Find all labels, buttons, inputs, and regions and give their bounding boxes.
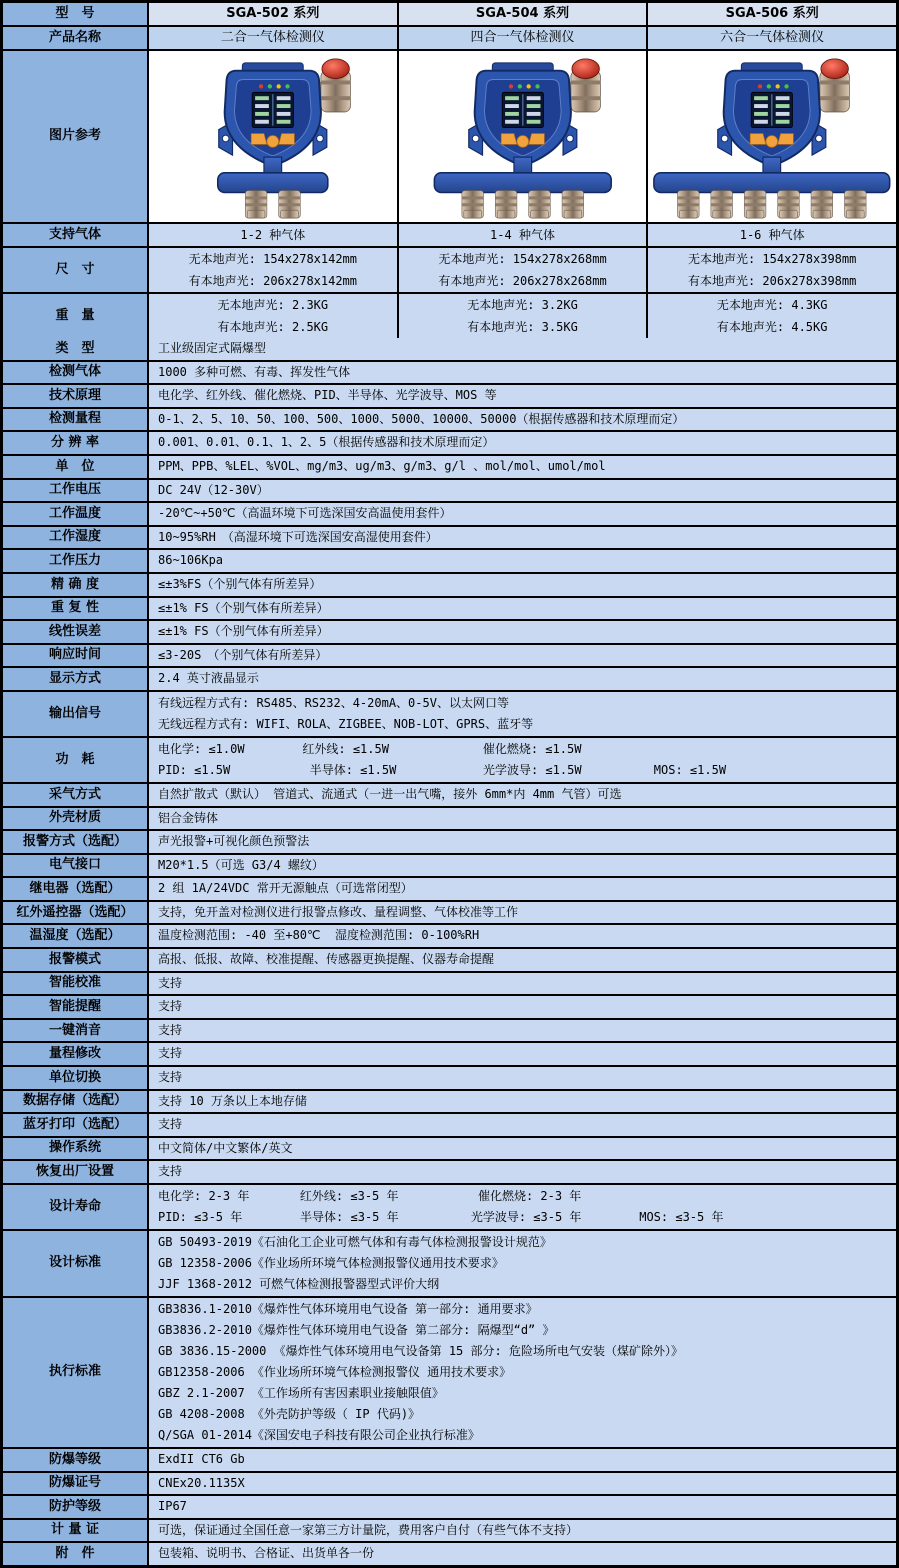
spec-value-line: 86~106Kpa [158, 553, 224, 568]
size-cell [646, 248, 896, 292]
size-cell [397, 248, 647, 292]
spec-row-label: 功 耗 [3, 738, 149, 782]
spec-row-value [149, 973, 896, 995]
spec-value-line: PID: ≤1.5W 半导体: ≤1.5W 光学波导: ≤1.5W MOS: ≤1.5W [158, 762, 727, 777]
size-line: 无本地声光: 154x278x142mm [188, 252, 358, 266]
spec-row-value [149, 1185, 896, 1229]
spec-row [3, 1112, 896, 1136]
spec-row [3, 1296, 896, 1447]
spec-value-line: 电化学: ≤1.0W 红外线: ≤1.5W 催化燃烧: ≤1.5W [158, 741, 582, 756]
spec-row-label: 红外遥控器（选配） [3, 902, 149, 924]
spec-value-line: JJF 1368-2012 可燃气体检测报警器型式评价大纲 [158, 1277, 440, 1291]
spec-row [3, 1518, 896, 1542]
spec-value-line: 支持 [158, 1022, 183, 1037]
spec-row [3, 947, 896, 971]
spec-row [3, 501, 896, 525]
gas-detector-image [149, 53, 397, 220]
weight-row [3, 292, 896, 338]
spec-row-label: 采气方式 [3, 784, 149, 806]
spec-row [3, 829, 896, 853]
gases-value: 1-2 种气体 [240, 228, 306, 242]
spec-value-line: ≤±1% FS（个别气体有所差异） [158, 600, 329, 615]
series-name: SGA-502 系列 [226, 6, 320, 21]
spec-row [3, 1494, 896, 1518]
spec-row [3, 1041, 896, 1065]
spec-row-value [149, 1114, 896, 1136]
spec-row-label: 执行标准 [3, 1298, 149, 1447]
spec-row-label: 检测气体 [3, 362, 149, 384]
series-cell [149, 3, 397, 25]
spec-row [3, 1229, 896, 1296]
spec-value-line: DC 24V（12-30V） [158, 482, 269, 497]
weight-cell [646, 294, 896, 338]
spec-row-label: 类 型 [3, 338, 149, 360]
spec-value-line: 自然扩散式（默认） 管道式、流通式（一进一出气嘴，接外 6mm*内 4mm 气管）可选 [158, 786, 622, 801]
spec-row [3, 1159, 896, 1183]
spec-row-value [149, 996, 896, 1018]
spec-row-label: 单 位 [3, 456, 149, 478]
spec-row-label: 报警方式（选配） [3, 831, 149, 853]
spec-row-value [149, 409, 896, 431]
spec-value-line: 可选，保证通过全国任意一家第三方计量院，费用客户自付（有些气体不支持） [158, 1522, 579, 1537]
spec-row-label: 电气接口 [3, 855, 149, 877]
product-name: 六合一气体检测仪 [720, 30, 825, 45]
spec-row-label: 数据存储（选配） [3, 1091, 149, 1113]
spec-row-label: 工作压力 [3, 550, 149, 572]
spec-value-line: -20℃~+50℃（高温环境下可选深国安高温使用套件） [158, 506, 452, 521]
spec-row [3, 690, 896, 736]
spec-row-value [149, 1091, 896, 1113]
spec-row-value [149, 1543, 896, 1565]
spec-row-value [149, 432, 896, 454]
spec-row [3, 430, 896, 454]
gases-row [3, 222, 896, 246]
spec-row-label: 智能提醒 [3, 996, 149, 1018]
spec-row-label: 工作湿度 [3, 527, 149, 549]
gases-cell [646, 224, 896, 246]
spec-value-line: 高报、低报、故障、校准提醒、传感器更换提醒、仪器寿命提醒 [158, 952, 495, 967]
spec-row [3, 338, 896, 360]
spec-row [3, 782, 896, 806]
spec-value-line: 温度检测范围: -40 至+80℃ 湿度检测范围: 0-100%RH [158, 928, 480, 943]
spec-value-line: IP67 [158, 1499, 187, 1514]
series-name: SGA-506 系列 [725, 6, 819, 21]
series-name: SGA-504 系列 [475, 6, 570, 21]
weight-line: 无本地声光: 4.3KG [716, 298, 828, 312]
spec-value-line: Q/SGA 01-2014《深国安电子科技有限公司企业执行标准》 [158, 1428, 480, 1442]
spec-value-line: GB 4208-2008 《外壳防护等级（ IP 代码)》 [158, 1407, 421, 1421]
spec-value-line: ≤3-20S （个别气体有所差异） [158, 647, 328, 662]
spec-value-line: 工业级固定式隔爆型 [158, 341, 267, 355]
spec-row-value [149, 738, 896, 782]
spec-row-value [149, 925, 896, 947]
spec-row-label: 重 复 性 [3, 598, 149, 620]
weight-line: 有本地声光: 3.5KG [467, 320, 578, 334]
spec-row [3, 383, 896, 407]
image-row-label: 图片参考 [3, 51, 149, 222]
spec-row-label: 工作温度 [3, 503, 149, 525]
spec-value-line: PID: ≤3-5 年 半导体: ≤3-5 年 光学波导: ≤3-5 年 MOS: ≤3-5 年 [158, 1210, 724, 1224]
spec-value-line: GB 12358-2006《作业场所环境气体检测报警仪通用技术要求》 [158, 1256, 504, 1270]
spec-row-label: 设计寿命 [3, 1185, 149, 1229]
spec-row-label: 附 件 [3, 1543, 149, 1565]
spec-row-value [149, 1449, 896, 1471]
size-cell [149, 248, 397, 292]
size-line: 无本地声光: 154x278x268mm [438, 252, 607, 266]
spec-row-value [149, 668, 896, 690]
product-name-cell [149, 27, 397, 49]
spec-row-label: 检测量程 [3, 409, 149, 431]
spec-value-line: 电化学、红外线、催化燃烧、PID、半导体、光学波导、MOS 等 [158, 388, 497, 403]
spec-row-value [149, 1496, 896, 1518]
spec-row-value [149, 1138, 896, 1160]
spec-row [3, 1136, 896, 1160]
size-line: 有本地声光: 206x278x398mm [687, 274, 857, 288]
spec-row-value [149, 598, 896, 620]
spec-value-line: GB 3836.15-2000 《爆炸性气体环境用电气设备第 15 部分: 危险场所电气安装（煤矿除外）》 [158, 1344, 683, 1358]
spec-row-label: 工作电压 [3, 480, 149, 502]
gases-value: 1-4 种气体 [490, 228, 555, 242]
spec-row [3, 478, 896, 502]
image-row [3, 49, 896, 222]
spec-row [3, 1447, 896, 1471]
spec-row [3, 1065, 896, 1089]
spec-row-value [149, 1298, 896, 1447]
spec-row-value [149, 1067, 896, 1089]
spec-row-value [149, 1231, 896, 1296]
spec-row [3, 900, 896, 924]
spec-rows [3, 338, 896, 1565]
spec-value-line: PPM、PPB、%LEL、%VOL、mg/m3、ug/m3、g/m3、g/l 、mol/mol、umol/mol [158, 458, 606, 473]
spec-value-line: 无线远程方式有: WIFI、ROLA、ZIGBEE、NOB-LOT、GPRS、蓝牙等 [158, 716, 534, 731]
product-name-cell [397, 27, 647, 49]
spec-value-line: 2.4 英寸液晶显示 [158, 671, 259, 686]
spec-row-label: 响应时间 [3, 645, 149, 667]
model-row [3, 3, 896, 25]
spec-row-value [149, 1043, 896, 1065]
spec-value-line: 2 组 1A/24VDC 常开无源触点（可选常闭型） [158, 881, 413, 896]
spec-row-value [149, 338, 896, 360]
spec-value-line: GB12358-2006 《作业场所环境气体检测报警仪 通用技术要求》 [158, 1365, 512, 1379]
size-line: 有本地声光: 206x278x268mm [438, 274, 607, 288]
spec-row-label: 智能校准 [3, 973, 149, 995]
spec-row [3, 736, 896, 782]
size-line: 无本地声光: 154x278x398mm [687, 252, 857, 266]
spec-row-value [149, 456, 896, 478]
product-image-cell [397, 51, 647, 222]
spec-value-line: 支持 10 万条以上本地存储 [158, 1093, 307, 1108]
spec-row-value [149, 808, 896, 830]
spec-row-value [149, 503, 896, 525]
spec-row [3, 971, 896, 995]
spec-value-line: 有线远程方式有: RS485、RS232、4-20mA、0-5V、以太网口等 [158, 695, 509, 710]
spec-row-value [149, 784, 896, 806]
spec-row-label: 精 确 度 [3, 574, 149, 596]
spec-value-line: GB3836.1-2010《爆炸性气体环境用电气设备 第一部分: 通用要求》 [158, 1302, 538, 1316]
spec-value-line: 0-1、2、5、10、50、100、500、1000、5000、10000、50000（根据传感器和技术原理而定） [158, 411, 685, 426]
spec-row-value [149, 550, 896, 572]
spec-row [3, 643, 896, 667]
spec-value-line: 0.001、0.01、0.1、1、2、5（根据传感器和技术原理而定） [158, 435, 495, 450]
spec-row-label: 技术原理 [3, 385, 149, 407]
weight-row-label: 重 量 [3, 294, 149, 338]
spec-row [3, 994, 896, 1018]
spec-row [3, 853, 896, 877]
product-name: 四合一气体检测仪 [470, 30, 575, 45]
spec-row-value [149, 855, 896, 877]
spec-value-line: CNEx20.1135X [158, 1475, 245, 1490]
spec-row-value [149, 831, 896, 853]
spec-row-label: 显示方式 [3, 668, 149, 690]
spec-row-value [149, 1520, 896, 1542]
product-name-row [3, 25, 896, 49]
spec-row [3, 596, 896, 620]
spec-row-value [149, 1161, 896, 1183]
spec-row [3, 619, 896, 643]
spec-row-label: 防爆证号 [3, 1473, 149, 1495]
series-cell [397, 3, 647, 25]
spec-value-line: ≤±1% FS（个别气体有所差异） [158, 624, 329, 639]
spec-value-line: 支持 [158, 1117, 183, 1132]
weight-line: 有本地声光: 4.5KG [716, 320, 828, 334]
spec-row [3, 1471, 896, 1495]
spec-row-label: 分 辨 率 [3, 432, 149, 454]
size-row-label: 尺 寸 [3, 248, 149, 292]
weight-cell [397, 294, 647, 338]
spec-value-line: 支持 [158, 1164, 183, 1179]
weight-line: 无本地声光: 2.3KG [217, 298, 329, 312]
spec-value-line: ExdII CT6 Gb [158, 1452, 245, 1466]
spec-value-line: GBZ 2.1-2007 《工作场所有害因素职业接触限值》 [158, 1386, 444, 1400]
spec-value-line: 包装箱、说明书、合格证、出货单各一份 [158, 1546, 375, 1561]
spec-value-line: 支持，免开盖对检测仪进行报警点修改、量程调整、气体校准等工作 [158, 904, 519, 919]
spec-row-value [149, 385, 896, 407]
spec-row-label: 防爆等级 [3, 1449, 149, 1471]
spec-row [3, 1183, 896, 1229]
spec-row-value [149, 621, 896, 643]
product-name-cell [646, 27, 896, 49]
spec-row-label: 输出信号 [3, 692, 149, 736]
product-image-cell [646, 51, 896, 222]
spec-value-line: 支持 [158, 975, 183, 990]
product-name-row-label: 产品名称 [3, 27, 149, 49]
spec-value-line: GB3836.2-2010《爆炸性气体环境用电气设备 第二部分: 隔爆型“d” 》 [158, 1323, 555, 1337]
gas-detector-image [648, 53, 896, 220]
spec-row-value [149, 574, 896, 596]
model-row-label: 型 号 [3, 3, 149, 25]
size-line: 有本地声光: 206x278x142mm [188, 274, 358, 288]
spec-value-line: 1000 多种可燃、有毒、挥发性气体 [158, 364, 351, 379]
gases-value: 1-6 种气体 [739, 228, 805, 242]
spec-row-label: 继电器（选配） [3, 878, 149, 900]
weight-line: 有本地声光: 2.5KG [217, 320, 329, 334]
spec-row-label: 报警模式 [3, 949, 149, 971]
spec-value-line: 电化学: 2-3 年 红外线: ≤3-5 年 催化燃烧: 2-3 年 [158, 1189, 582, 1203]
product-image-cell [149, 51, 397, 222]
spec-row-value [149, 692, 896, 736]
product-name: 二合一气体检测仪 [220, 30, 325, 45]
spec-value-line: 中文简体/中文繁体/英文 [158, 1140, 293, 1155]
spec-row-label: 防护等级 [3, 1496, 149, 1518]
spec-row [3, 572, 896, 596]
spec-row [3, 806, 896, 830]
spec-row-value [149, 1020, 896, 1042]
spec-row-label: 量程修改 [3, 1043, 149, 1065]
spec-row-label: 一键消音 [3, 1020, 149, 1042]
spec-row-value [149, 480, 896, 502]
series-cell [646, 3, 896, 25]
spec-value-line: 支持 [158, 1046, 183, 1061]
spec-row [3, 1089, 896, 1113]
spec-row-value [149, 527, 896, 549]
weight-line: 无本地声光: 3.2KG [467, 298, 578, 312]
spec-row [3, 1541, 896, 1565]
spec-value-line: 支持 [158, 999, 183, 1014]
spec-row [3, 1018, 896, 1042]
spec-row-value [149, 902, 896, 924]
spec-row-value [149, 1473, 896, 1495]
spec-value-line: ≤±3%FS（个别气体有所差异） [158, 576, 322, 591]
spec-row [3, 360, 896, 384]
spec-row-label: 线性误差 [3, 621, 149, 643]
spec-row-label: 操作系统 [3, 1138, 149, 1160]
spec-row [3, 666, 896, 690]
gas-detector-image [399, 53, 647, 220]
spec-row-value [149, 362, 896, 384]
spec-row-value [149, 645, 896, 667]
spec-row-label: 温湿度（选配） [3, 925, 149, 947]
gases-row-label: 支持气体 [3, 224, 149, 246]
spec-row-label: 外壳材质 [3, 808, 149, 830]
spec-value-line: 声光报警+可视化颜色预警法 [158, 834, 310, 849]
spec-row [3, 548, 896, 572]
spec-row-label: 设计标准 [3, 1231, 149, 1296]
spec-row-label: 单位切换 [3, 1067, 149, 1089]
spec-row [3, 876, 896, 900]
spec-value-line: 支持 [158, 1070, 183, 1085]
spec-row [3, 407, 896, 431]
spec-row [3, 454, 896, 478]
spec-row-label: 蓝牙打印（选配） [3, 1114, 149, 1136]
spec-row-value [149, 949, 896, 971]
gases-cell [397, 224, 647, 246]
spec-row [3, 525, 896, 549]
spec-value-line: 10~95%RH （高湿环境下可选深国安高湿使用套件） [158, 529, 438, 544]
spec-row-value [149, 878, 896, 900]
spec-row-label: 计 量 证 [3, 1520, 149, 1542]
spec-row [3, 923, 896, 947]
spec-value-line: GB 50493-2019《石油化工企业可燃气体和有毒气体检测报警设计规范》 [158, 1235, 552, 1249]
gases-cell [149, 224, 397, 246]
spec-value-line: M20*1.5（可选 G3/4 螺纹） [158, 857, 324, 872]
size-row [3, 246, 896, 292]
spec-row-label: 恢复出厂设置 [3, 1161, 149, 1183]
weight-cell [149, 294, 397, 338]
spec-value-line: 铝合金铸体 [158, 810, 219, 825]
